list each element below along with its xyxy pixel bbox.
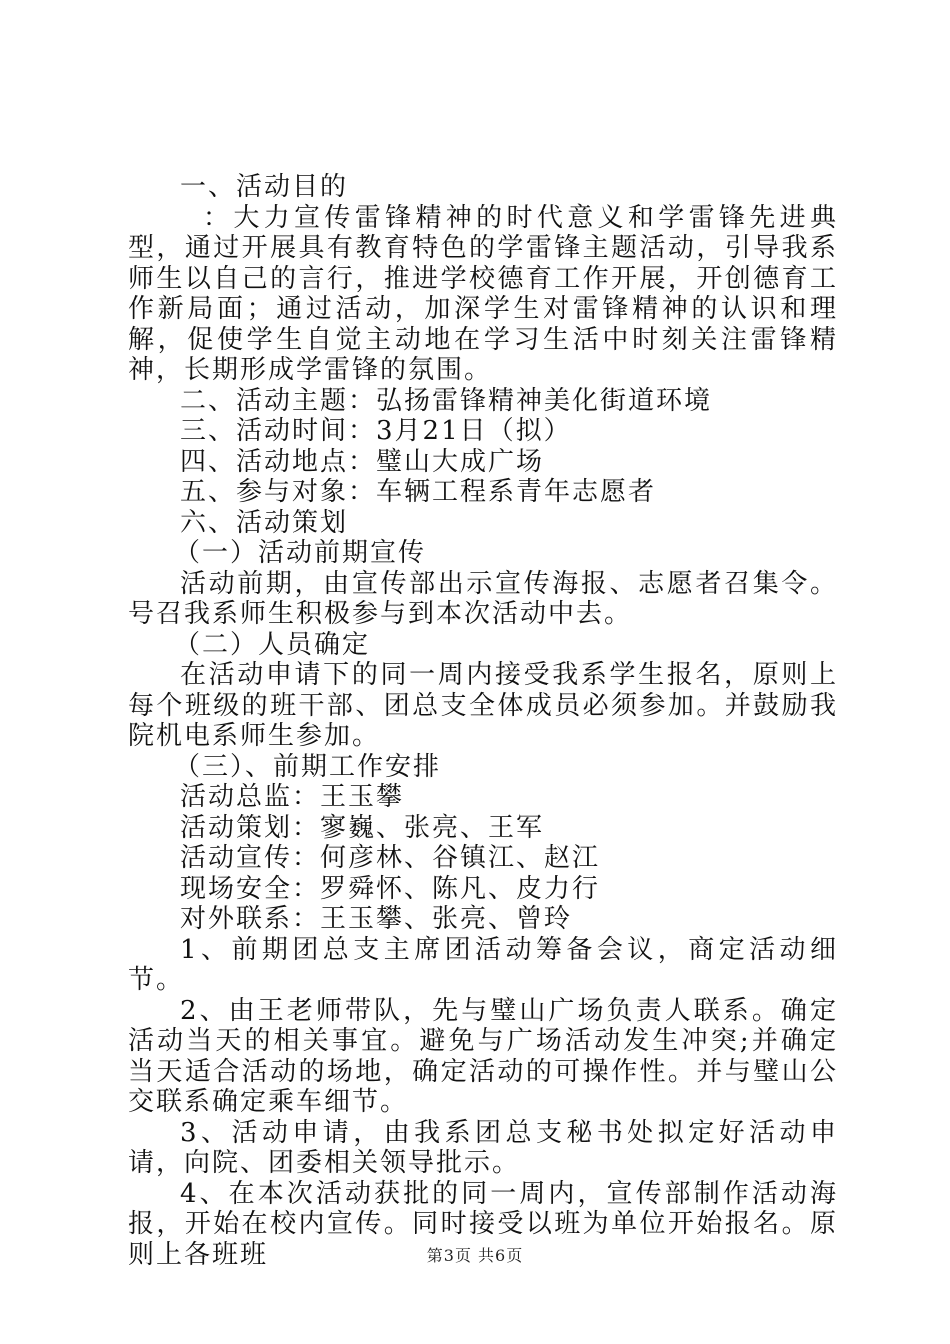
document-body — [128, 172, 838, 1270]
page-footer: 第3页 共6页 — [426, 1246, 524, 1265]
paragraph: 一、活动目的 — [180, 172, 349, 202]
paragraph: 三、活动时间：3月21日（拟） — [180, 416, 572, 446]
paragraph: 1、前期团总支主席团活动筹备会议，商定活动细节。 — [128, 934, 838, 995]
paragraph: 2、由王老师带队，先与璧山广场负责人联系。确定活动当天的相关事宜。避免与广场活动发生冲突;并确定当天适合活动的场地，确定活动的可操作性。并与璧山公交联系确定乘车细节。 — [128, 995, 838, 1117]
paragraph: 4、在本次活动获批的同一周内，宣传部制作活动海报，开始在校内宣传。同时接受以班为单位开始报名。原则上各班班 — [128, 1178, 838, 1270]
paragraph: （一）活动前期宣传 — [174, 538, 427, 568]
paragraph: 现场安全：罗舜怀、陈凡、皮力行 — [180, 873, 601, 904]
paragraph: 在活动申请下的同一周内接受我系学生报名，原则上每个班级的班干部、团总支全体成员必须参加。并鼓励我院机电系师生参加。 — [128, 660, 838, 751]
paragraph: 活动前期，由宣传部出示宣传海报、志愿者召集令。号召我系师生积极参与到本次活动中去。 — [128, 568, 838, 629]
paragraph: （二）人员确定 — [174, 629, 371, 660]
paragraph: 二、活动主题：弘扬雷锋精神美化街道环境 — [180, 385, 713, 416]
paragraph: 四、活动地点：璧山大成广场 — [180, 446, 545, 477]
paragraph: 活动总监：王玉攀 — [180, 782, 405, 812]
paragraph: ：大力宣传雷锋精神的时代意义和学雷锋先进典型，通过开展具有教育特色的学雷锋主题活动，引导我系师生以自己的言行，推进学校德育工作开展，开创德育工作新局面；通过活动，加深学生对雷锋精神的认识和理解，促使学生自觉主动地在学习生活中时刻关注雷锋精神，长期形成学雷锋的氛围。 — [128, 202, 838, 385]
paragraph: 活动策划：寥巍、张亮、王军 — [180, 812, 545, 843]
paragraph: 活动宣传：何彦林、谷镇江、赵江 — [180, 843, 601, 873]
paragraph: （三）、前期工作安排 — [174, 751, 442, 782]
paragraph: 3、活动申请，由我系团总支秘书处拟定好活动申请，向院、团委相关领导批示。 — [128, 1117, 838, 1178]
paragraph: 对外联系：王玉攀、张亮、曾玲 — [180, 904, 573, 934]
paragraph: 五、参与对象：车辆工程系青年志愿者 — [180, 477, 657, 507]
paragraph: 六、活动策划 — [180, 507, 349, 538]
